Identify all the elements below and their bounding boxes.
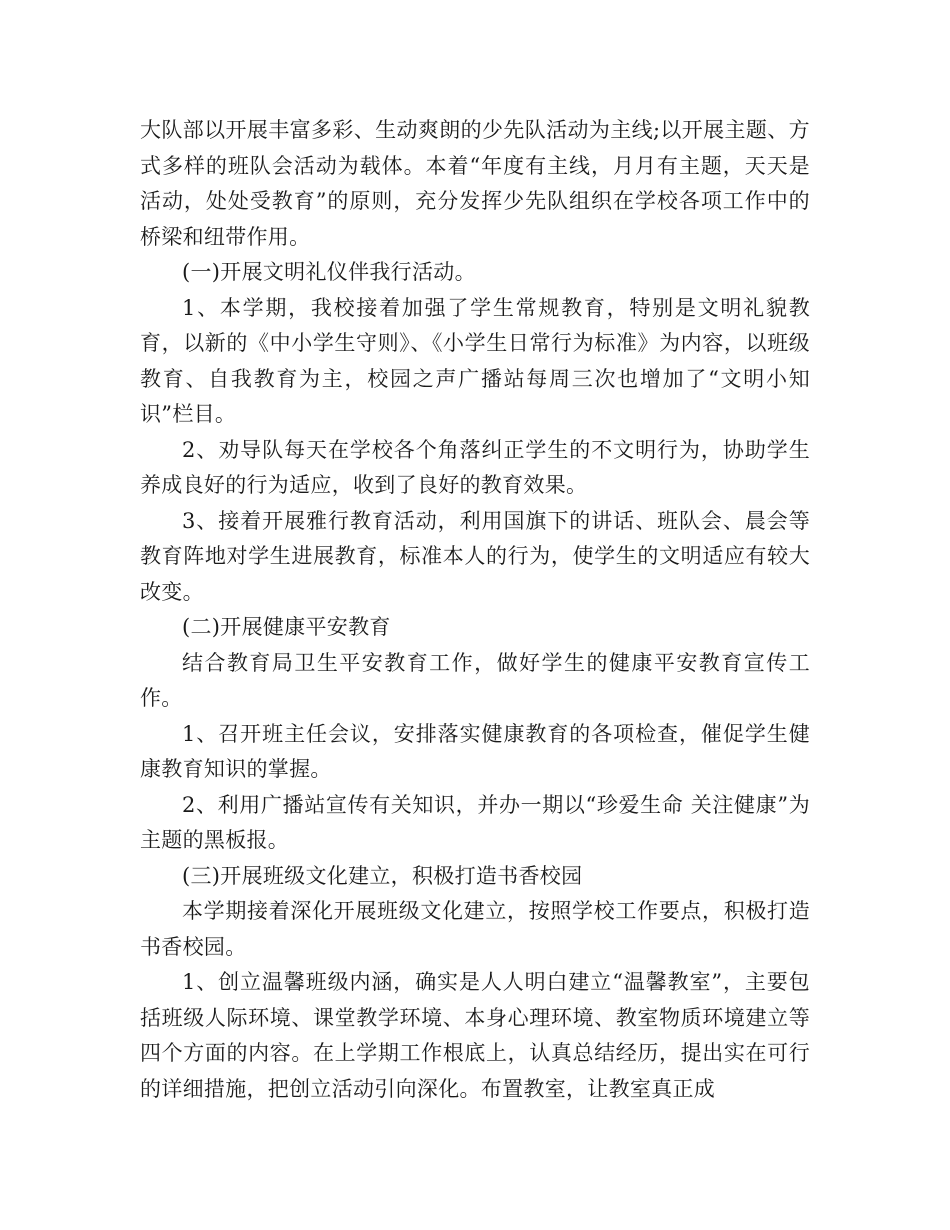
document-paragraph: 1、本学期，我校接着加强了学生常规教育，特别是文明礼貌教育，以新的《中小学生守则》、《小学生日常行为标准》为内容，以班级教育、自我教育为主，校园之声广播站每周三次也增加了“文明小知识”栏目。 bbox=[140, 295, 810, 426]
document-paragraph: 2、劝导队每天在学校各个角落纠正学生的不文明行为，协助学生养成良好的行为适应，收到了良好的教育效果。 bbox=[140, 437, 810, 497]
document-body bbox=[140, 113, 810, 1107]
document-paragraph: 结合教育局卫生平安教育工作，做好学生的健康平安教育宣传工作。 bbox=[140, 650, 810, 710]
document-paragraph: (一)开展文明礼仪伴我行活动。 bbox=[182, 260, 476, 284]
document-paragraph: (三)开展班级文化建立，积极打造书香校园 bbox=[182, 863, 583, 888]
document-paragraph: 2、利用广播站宣传有关知识，并办一期以“珍爱生命 关注健康”为主题的黑板报。 bbox=[140, 792, 810, 852]
document-paragraph: 3、接着开展雅行教育活动，利用国旗下的讲话、班队会、晨会等教育阵地对学生进展教育，标准本人的行为，使学生的文明适应有较大改变。 bbox=[140, 508, 810, 604]
document-paragraph: (二)开展健康平安教育 bbox=[182, 615, 391, 639]
document-paragraph: 1、创立温馨班级内涵，确实是人人明白建立“温馨教室”，主要包括班级人际环境、课堂教学环境、本身心理环境、教室物质环境建立等四个方面的内容。在上学期工作根底上，认真总结经历，提出实在可行的详细措施，把创立活动引向深化。布置教室，让教室真正成 bbox=[140, 970, 810, 1101]
document-paragraph: 大队部以开展丰富多彩、生动爽朗的少先队活动为主线;以开展主题、方式多样的班队会活动为载体。本着“年度有主线，月月有主题，天天是活动，处处受教育”的原则，充分发挥少先队组织在学校各项工作中的桥梁和纽带作用。 bbox=[140, 118, 810, 249]
document-paragraph: 1、召开班主任会议，安排落实健康教育的各项检查，催促学生健康教育知识的掌握。 bbox=[140, 721, 810, 781]
document-paragraph: 本学期接着深化开展班级文化建立，按照学校工作要点，积极打造书香校园。 bbox=[140, 899, 810, 959]
